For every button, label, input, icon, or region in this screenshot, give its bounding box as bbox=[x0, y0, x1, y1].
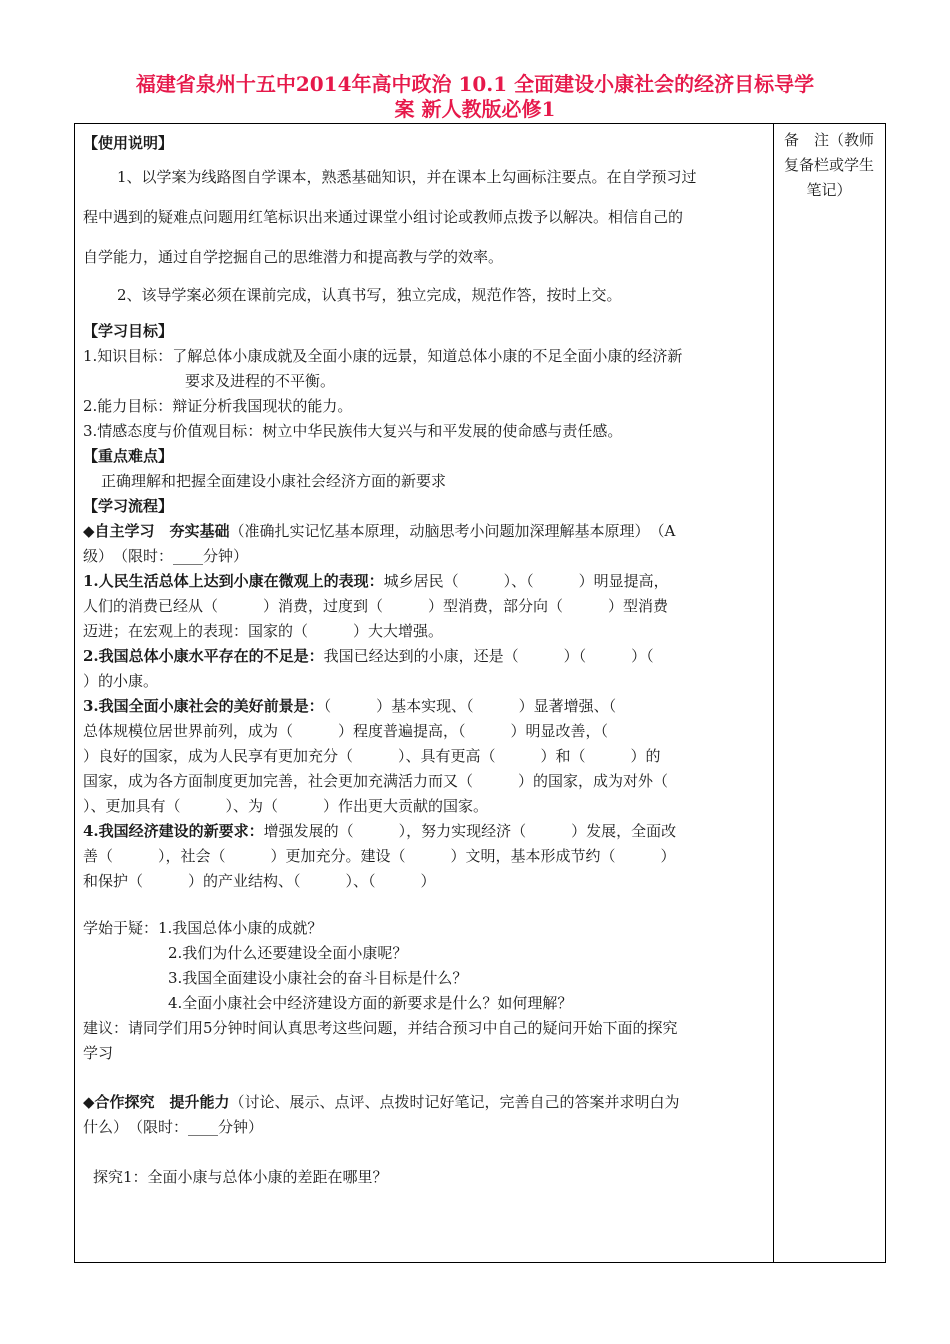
q3-line1-text: （ ）基本实现、（ ）显著增强、（ bbox=[323, 697, 617, 715]
coop-note: （讨论、展示、点评、点拨时记好笔记，完善自己的答案并求明白为 bbox=[229, 1093, 680, 1111]
title-line-2: 案 新人教版必修1 bbox=[394, 97, 556, 121]
q1-label: 1.人民生活总体上达到小康在微观上的表现： bbox=[83, 572, 384, 590]
explore-1: 探究1：全面小康与总体小康的差距在哪里？ bbox=[93, 1168, 388, 1186]
q3-line3: ）良好的国家，成为人民享有更加充分（ ）、具有更高（ ）和（ ）的 bbox=[83, 747, 661, 765]
q1-line1 bbox=[83, 570, 669, 591]
q4-label: 4.我国经济建设的新要求： bbox=[83, 822, 264, 840]
q2-line2: ）的小康。 bbox=[83, 672, 159, 690]
key-heading: 【重点难点】 bbox=[83, 447, 174, 465]
title-line-1: 福建省泉州十五中2014年高中政治 10.1 全面建设小康社会的经济目标导学 bbox=[135, 72, 815, 96]
usage-p1-line1: 1、以学案为线路图自学课本，熟悉基础知识，并在课本上勾画标注要点。在自学预习过 bbox=[117, 168, 697, 186]
q2-line1-text: 我国已经达到的小康，还是（ ）（ ）（ bbox=[323, 647, 654, 665]
q4-line2: 善（ ），社会（ ）更加充分。建设（ ）文明，基本形成节约（ ） bbox=[83, 847, 676, 865]
usage-p1-line2: 程中遇到的疑难点问题用红笔标识出来通过课堂小组讨论或教师点拨予以解决。相信自己的 bbox=[83, 208, 684, 226]
advice-line1: 建议：请同学们用5分钟时间认真思考这些问题，并结合预习中自己的疑问开始下面的探究 bbox=[83, 1019, 678, 1037]
coop-label: ◆合作探究 提升能力 bbox=[83, 1093, 230, 1111]
flow-heading: 【学习流程】 bbox=[83, 497, 174, 515]
self-study-line2: 级） （限时：____分钟） bbox=[83, 547, 249, 565]
doubt-3: 3.我国全面建设小康社会的奋斗目标是什么？ bbox=[168, 969, 468, 987]
self-study-label: ◆自主学习 夯实基础 bbox=[83, 522, 230, 540]
self-study-note: （准确扎实记忆基本原理，动脑思考小问题加深理解基本原理） （A bbox=[229, 522, 676, 540]
q3-line1 bbox=[83, 695, 616, 716]
goal-2: 2.能力目标：辩证分析我国现状的能力。 bbox=[83, 397, 353, 415]
column-divider bbox=[773, 123, 774, 1263]
goals-heading: 【学习目标】 bbox=[83, 322, 174, 340]
q3-line2: 总体规模位居世界前列，成为（ ）程度普遍提高，（ ）明显改善，（ bbox=[83, 722, 609, 740]
q4-line1 bbox=[83, 820, 676, 841]
q4-line3: 和保护（ ）的产业结构、（ ）、（ ） bbox=[83, 872, 436, 890]
usage-p1-line3: 自学能力，通过自学挖掘自己的思维潜力和提高教与学的效率。 bbox=[83, 248, 504, 266]
usage-p2: 2、该导学案必须在课前完成，认真书写，独立完成，规范作答，按时上交。 bbox=[117, 286, 622, 304]
doubt-2: 2.我们为什么还要建设全面小康呢？ bbox=[168, 944, 408, 962]
self-study-line1 bbox=[83, 520, 675, 541]
q2-label: 2.我国总体小康水平存在的不足是： bbox=[83, 647, 324, 665]
doubt-4: 4.全面小康社会中经济建设方面的新要求是什么？如何理解？ bbox=[168, 994, 573, 1012]
goal-3: 3.情感态度与价值观目标：树立中华民族伟大复兴与和平发展的使命感与责任感。 bbox=[83, 422, 623, 440]
q3-label: 3.我国全面小康社会的美好前景是： bbox=[83, 697, 324, 715]
notes-column: 备 注（教师复备栏或学生笔记） bbox=[783, 131, 874, 199]
q3-line5: ）、更加具有（ ）、为（ ）作出更大贡献的国家。 bbox=[83, 797, 489, 815]
q4-line1-text: 增强发展的（ ），努力实现经济（ ）发展，全面改 bbox=[263, 822, 677, 840]
coop-line2: 什么） （限时：____分钟） bbox=[83, 1118, 264, 1136]
q2-line1 bbox=[83, 645, 654, 666]
document-title bbox=[0, 72, 950, 122]
q3-line4: 国家，成为各方面制度更加完善，社会更加充满活力而又（ ）的国家，成为对外（ bbox=[83, 772, 669, 790]
q1-line1-text: 城乡居民（ ）、（ ）明显提高， bbox=[383, 572, 669, 590]
goal-1-line2: 要求及进程的不平衡。 bbox=[185, 372, 336, 390]
q1-line3: 迈进；在宏观上的表现：国家的（ ）大大增强。 bbox=[83, 622, 444, 640]
advice-line2: 学习 bbox=[83, 1044, 114, 1062]
q1-line2: 人们的消费已经从（ ）消费，过度到（ ）型消费，部分向（ ）型消费 bbox=[83, 597, 669, 615]
doubts-lead: 学始于疑：1.我国总体小康的成就？ bbox=[83, 919, 323, 937]
goal-1-line1: 1.知识目标：了解总体小康成就及全面小康的远景，知道总体小康的不足全面小康的经济新 bbox=[83, 347, 683, 365]
coop-line1 bbox=[83, 1091, 680, 1112]
usage-heading: 【使用说明】 bbox=[83, 134, 174, 152]
key-text: 正确理解和把握全面建设小康社会经济方面的新要求 bbox=[101, 472, 447, 490]
